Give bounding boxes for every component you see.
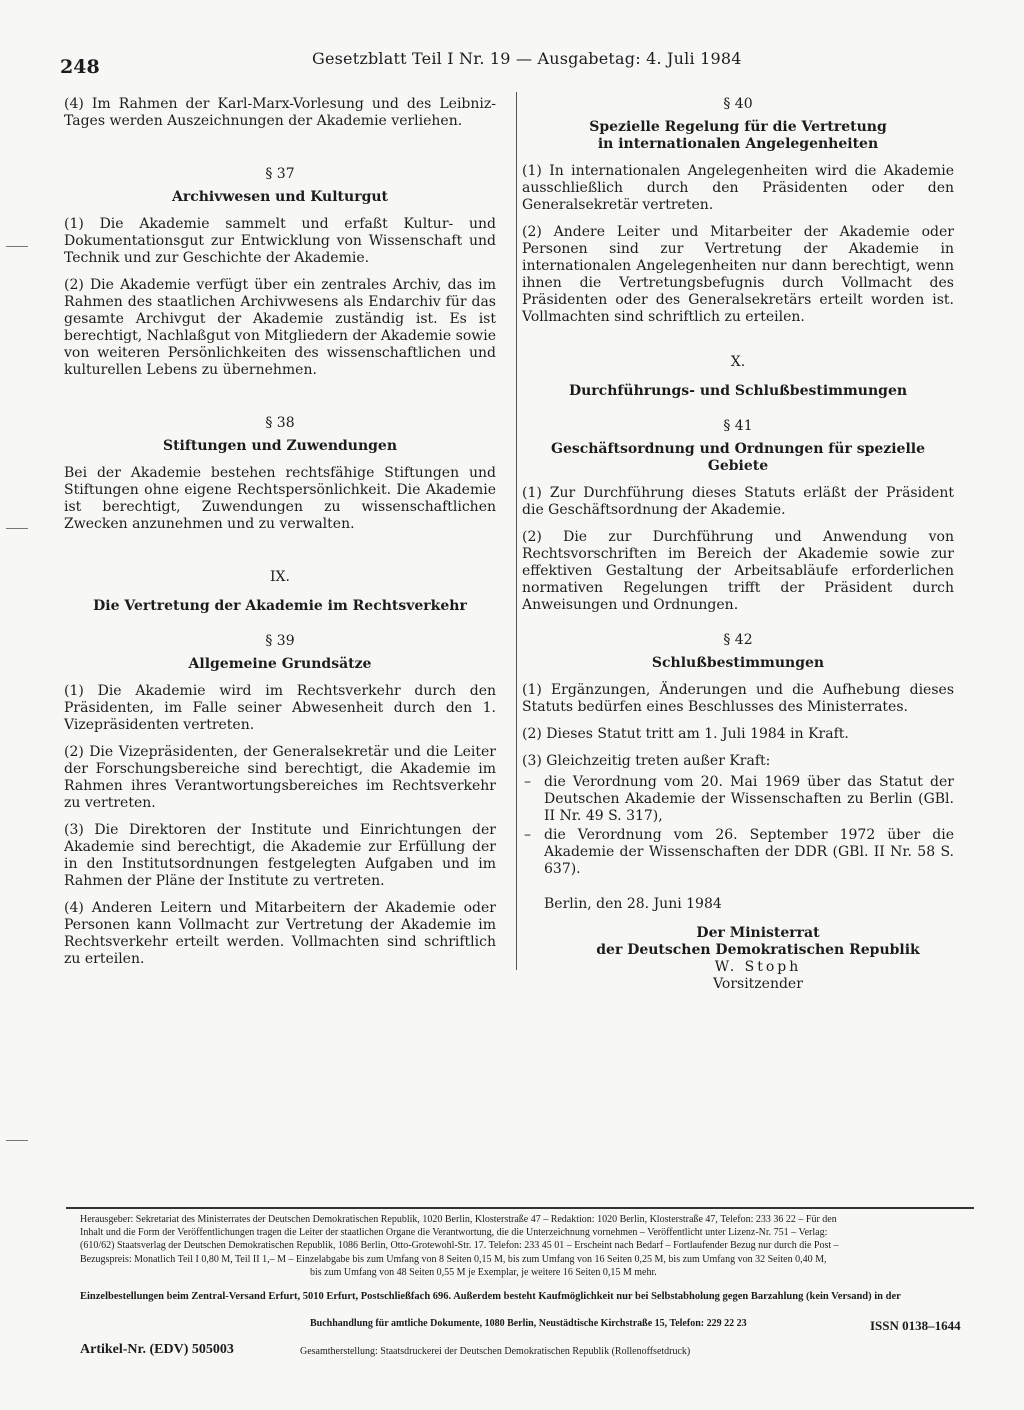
section-sign: § 37 [265, 166, 295, 182]
paragraph: (1) In internationalen Angelegenheiten wird die Akademie ausschließlich durch den Präsidenten oder den Generalsekretär vertreten. [522, 163, 954, 213]
paragraph: (1) Ergänzungen, Änderungen und die Aufhebung dieses Statuts bedürfen eines Beschlusses des Ministerrates. [522, 682, 954, 715]
paragraph: (3) Gleichzeitig treten außer Kraft: [522, 753, 771, 769]
margin-mark [6, 528, 28, 529]
list-item: – die Verordnung vom 26. September 1972 über die Akademie der Wissenschaften der DDR (GBl. II Nr. 58 S. 637). [522, 827, 954, 878]
article-number: Artikel-Nr. (EDV) 505003 [80, 1342, 234, 1357]
printer-line: Gesamtherstellung: Staatsdruckerei der Deutschen Demokratischen Republik (Rollenoffsetdruck) [300, 1346, 691, 1357]
section-sign: § 41 [723, 418, 753, 434]
imprint-line: Inhalt und die Form der Veröffentlichungen tragen die Leiter der staatlichen Organe die Verantwortung, die die Unterzeichnung vornehmen – Veröffentlicht unter Lizenz-Nr. 751 – Verlag: [80, 1227, 828, 1239]
place-date: Berlin, den 28. Juni 1984 [544, 896, 722, 912]
section-sign: § 38 [265, 415, 295, 431]
chapter-heading: Durchführungs- und Schlußbestimmungen [568, 383, 908, 399]
issn: ISSN 0138–1644 [870, 1318, 961, 1333]
section-heading: in internationalen Angelegenheiten [597, 136, 879, 152]
section-heading: Archivwesen und Kulturgut [171, 189, 389, 205]
imprint-line: bis zum Umfang von 48 Seiten 0,55 M je Exemplar, je weitere 16 Seiten 0,15 M mehr. [310, 1266, 657, 1278]
section-heading: Stiftungen und Zuwendungen [162, 438, 398, 454]
paragraph: (2) Dieses Statut tritt am 1. Juli 1984 in Kraft. [522, 726, 849, 742]
order-info-2: Buchhandlung für amtliche Dokumente, 1080 Berlin, Neustädtische Kirchstraße 15, Telefon: 229 22 23 [310, 1318, 747, 1329]
signatory-role: Vorsitzender [713, 976, 803, 992]
section-sign: § 42 [723, 632, 753, 648]
running-header: Gesetzblatt Teil I Nr. 19 — Ausgabetag: 4. Juli 1984 [312, 49, 742, 68]
section-heading: Schlußbestimmungen [651, 655, 825, 671]
list-item: – die Verordnung vom 20. Mai 1969 über das Statut der Deutschen Akademie der Wissenschaften zu Berlin (GBl. II Nr. 49 S. 317), [522, 774, 954, 825]
paragraph: (2) Die Akademie verfügt über ein zentrales Archiv, das im Rahmen des staatlichen Archivwesens als Endarchiv für das gesamte Archivgut der Akademie zuständig ist. Es ist berechtigt, Nachlaßgut von Mitgliedern der Akademie sowie von weiteren Persönlichkeiten des wissenschaftlichen und kulturellen Lebens zu übernehmen. [64, 277, 496, 378]
column-divider [516, 92, 517, 970]
paragraph: (1) Die Akademie sammelt und erfaßt Kultur- und Dokumentationsgut zur Entwicklung von Wissenschaft und Technik und zur Geschichte der Akademie. [64, 216, 496, 266]
right-column [522, 96, 954, 993]
page-number: 248 [60, 56, 100, 78]
signature-block [562, 925, 954, 993]
section-sign: § 40 [723, 96, 753, 112]
section-heading: Allgemeine Grundsätze [188, 656, 372, 672]
chapter-number: IX. [270, 569, 290, 585]
imprint-line: Herausgeber: Sekretariat des Ministerrates der Deutschen Demokratischen Republik, 1020 Berlin, Klosterstraße 47 – Redaktion: 1020 Berlin, Klosterstraße 47, Telefon: 233 36 22 – Für den [80, 1214, 837, 1225]
repeal-list [522, 774, 954, 878]
chapter-heading: Die Vertretung der Akademie im Rechtsverkehr [93, 598, 467, 614]
signatory-name: W. Stoph [714, 959, 802, 975]
imprint [80, 1213, 976, 1279]
paragraph: (3) Die Direktoren der Institute und Einrichtungen der Akademie sind berechtigt, die Akademie zur Erfüllung der in den Institutsordnungen festgelegten Aufgaben und im Rahmen der Pläne der Institute zu vertreten. [64, 822, 496, 889]
imprint-line: (610/62) Staatsverlag der Deutschen Demokratischen Republik, 1086 Berlin, Otto-Grotewohl-Str. 17. Telefon: 233 45 01 – Erscheint nach Bedarf – Fortlaufender Bezug nur durch die Post – [80, 1240, 839, 1252]
section-heading: Geschäftsordnung und Ordnungen für spezielle Gebiete [550, 441, 925, 474]
paragraph: (1) Zur Durchführung dieses Statuts erläßt der Präsident die Geschäftsordnung der Akademie. [522, 485, 954, 518]
order-info: Einzelbestellungen beim Zentral-Versand Erfurt, 5010 Erfurt, Postschließfach 696. Außerdem besteht Kaufmöglichkeit nur bei Selbstabholung gegen Barzahlung (kein Versand) in der [80, 1291, 901, 1302]
signatory-body: Der Ministerrat [696, 925, 820, 941]
paragraph: Bei der Akademie bestehen rechtsfähige Stiftungen und Stiftungen ohne eigene Rechtspersönlichkeit. Die Akademie ist berechtigt, Zuwendungen zu wissenschaftlichen Zwecken anzunehmen und zu verwalten. [64, 465, 496, 532]
paragraph: (1) Die Akademie wird im Rechtsverkehr durch den Präsidenten, im Falle seiner Abwesenheit durch den 1. Vizepräsidenten vertreten. [64, 683, 496, 733]
chapter-number: X. [730, 354, 746, 370]
section-sign: § 39 [265, 633, 295, 649]
paragraph: (2) Andere Leiter und Mitarbeiter der Akademie oder Personen sind zur Vertretung der Akademie in internationalen Angelegenheiten nur dann berechtigt, wenn ihnen die Vertretungsbefugnis durch Vollmacht des Präsidenten oder des Generalsekretärs erteilt worden ist. Vollmachten sind schriftlich zu erteilen. [522, 224, 954, 325]
margin-mark [6, 1140, 28, 1141]
footer-rule [66, 1207, 974, 1209]
imprint-line: Bezugspreis: Monatlich Teil I 0,80 M, Teil II 1,– M – Einzelabgabe bis zum Umfang von 8 Seiten 0,15 M, bis zum Umfang von 16 Seiten 0,25 M, bis zum Umfang von 32 Seiten 0,40 M, [80, 1253, 827, 1265]
paragraph: (2) Die zur Durchführung und Anwendung von Rechtsvorschriften im Bereich der Akademie sowie zur effektiven Gestaltung der Arbeitsabläufe erforderlichen normativen Regelungen trifft der Präsident durch Anweisungen und Ordnungen. [522, 529, 954, 613]
margin-mark [6, 246, 28, 247]
paragraph: (4) Im Rahmen der Karl-Marx-Vorlesung und des Leibniz-Tages werden Auszeichnungen der Akademie verliehen. [64, 96, 496, 129]
signatory-body: der Deutschen Demokratischen Republik [596, 942, 920, 958]
paragraph: (4) Anderen Leitern und Mitarbeitern der Akademie oder Personen kann Vollmacht zur Vertretung der Akademie im Rechtsverkehr erteilt werden. Vollmachten sind schriftlich zu erteilen. [64, 900, 496, 967]
paragraph: (2) Die Vizepräsidenten, der Generalsekretär und die Leiter der Forschungsbereiche sind berechtigt, die Akademie im Rahmen ihres Verantwortungsbereiches im Rechtsverkehr zu vertreten. [64, 744, 496, 811]
left-column [64, 96, 496, 978]
section-heading: Spezielle Regelung für die Vertretung [589, 119, 887, 135]
